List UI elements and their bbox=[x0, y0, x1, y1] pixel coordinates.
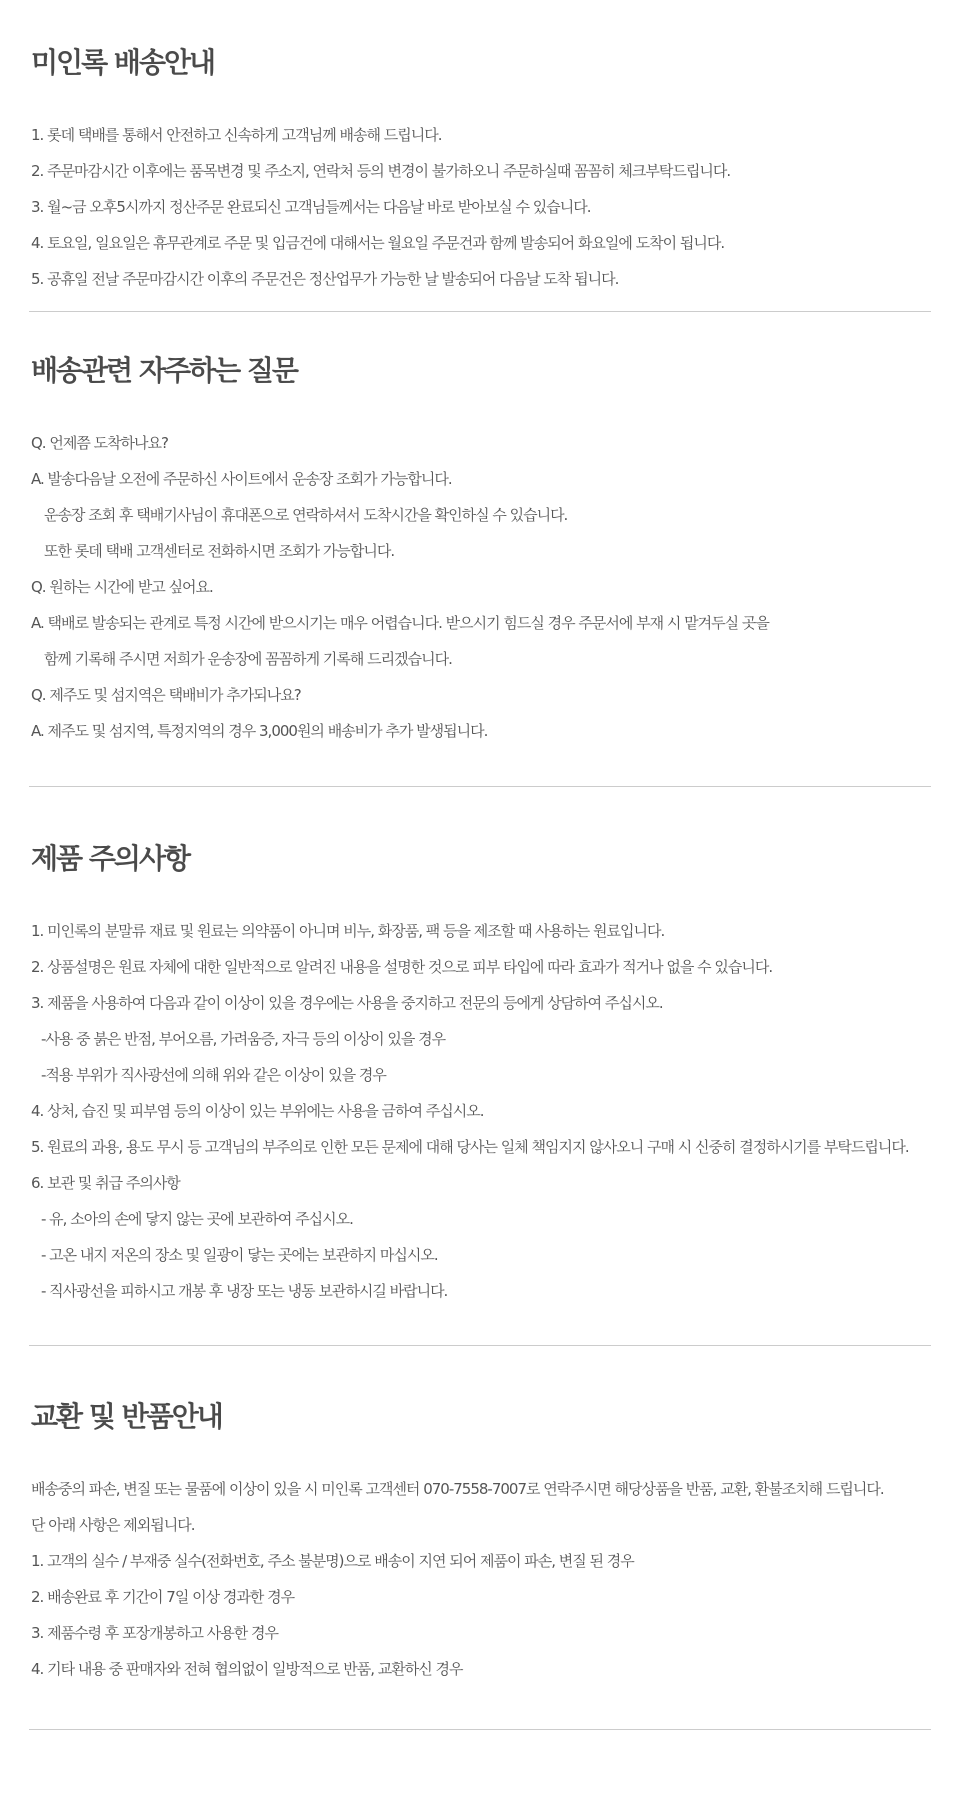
section-title: 배송관련 자주하는 질문 bbox=[31, 354, 297, 387]
list-item: 5. 공휴일 전날 주문마감시간 이후의 주문건은 정산업무가 가능한 날 발송되어 다음날 도착 됩니다. bbox=[31, 270, 619, 288]
sub-list-item: -사용 중 붉은 반점, 부어오름, 가려움증, 자극 등의 이상이 있을 경우 bbox=[41, 1030, 446, 1048]
section-divider bbox=[29, 786, 931, 787]
section-title: 제품 주의사항 bbox=[31, 842, 190, 875]
faq-question: Q. 원하는 시간에 받고 싶어요. bbox=[31, 578, 213, 596]
list-item: 1. 미인록의 분말류 재료 및 원료는 의약품이 아니며 비누, 화장품, 팩 등을 제조할 때 사용하는 원료입니다. bbox=[31, 922, 665, 940]
faq-question: Q. 언제쯤 도착하나요? bbox=[31, 434, 168, 452]
list-item: 4. 상처, 습진 및 피부염 등의 이상이 있는 부위에는 사용을 금하여 주십시오. bbox=[31, 1102, 484, 1120]
list-item: 6. 보관 및 취급 주의사항 bbox=[31, 1174, 180, 1192]
list-item: 2. 상품설명은 원료 자체에 대한 일반적으로 알려진 내용을 설명한 것으로 피부 타입에 따라 효과가 적거나 없을 수 있습니다. bbox=[31, 958, 773, 976]
faq-answer-continued: 함께 기록해 주시면 저희가 운송장에 꼼꼼하게 기록해 드리겠습니다. bbox=[44, 650, 452, 668]
list-item: 2. 주문마감시간 이후에는 품목변경 및 주소지, 연락처 등의 변경이 불가하오니 주문하실때 꼼꼼히 체크부탁드립니다. bbox=[31, 162, 731, 180]
faq-list bbox=[31, 425, 930, 749]
faq-question: Q. 제주도 및 섬지역은 택배비가 추가되나요? bbox=[31, 686, 301, 704]
caution-list bbox=[31, 913, 930, 1309]
section-divider bbox=[29, 1345, 931, 1346]
sub-list-item: - 고온 내지 저온의 장소 및 일광이 닿는 곳에는 보관하지 마십시오. bbox=[41, 1246, 438, 1264]
shipping-info-list bbox=[31, 117, 930, 297]
list-item: 3. 제품을 사용하여 다음과 같이 이상이 있을 경우에는 사용을 중지하고 전문의 등에게 상담하여 주십시오. bbox=[31, 994, 663, 1012]
faq-answer-continued: 또한 롯데 택배 고객센터로 전화하시면 조회가 가능합니다. bbox=[44, 542, 395, 560]
faq-answer: A. 발송다음날 오전에 주문하신 사이트에서 운송장 조회가 가능합니다. bbox=[31, 470, 452, 488]
shipping-faq-section bbox=[31, 349, 930, 749]
list-item: 단 아래 사항은 제외됩니다. bbox=[31, 1516, 195, 1534]
sub-list-item: - 직사광선을 피하시고 개봉 후 냉장 또는 냉동 보관하시길 바랍니다. bbox=[41, 1282, 448, 1300]
section-divider bbox=[29, 311, 931, 312]
list-item: 배송중의 파손, 변질 또는 물품에 이상이 있을 시 미인록 고객센터 070-7558-7007로 연락주시면 해당상품을 반품, 교환, 환불조치해 드립니다. bbox=[31, 1480, 884, 1498]
list-item: 2. 배송완료 후 기간이 7일 이상 경과한 경우 bbox=[31, 1588, 295, 1606]
faq-answer: A. 제주도 및 섬지역, 특정지역의 경우 3,000원의 배송비가 추가 발생됩니다. bbox=[31, 722, 488, 740]
list-item: 4. 토요일, 일요일은 휴무관계로 주문 및 입금건에 대해서는 월요일 주문건과 함께 발송되어 화요일에 도착이 됩니다. bbox=[31, 234, 725, 252]
section-divider bbox=[29, 1729, 931, 1730]
section-title: 교환 및 반품안내 bbox=[31, 1400, 222, 1433]
list-item: 5. 원료의 과용, 용도 무시 등 고객님의 부주의로 인한 모든 문제에 대해 당사는 일체 책임지지 않사오니 구매 시 신중히 결정하시기를 부탁드립니다. bbox=[31, 1138, 909, 1156]
list-item: 4. 기타 내용 중 판매자와 전혀 협의없이 일방적으로 반품, 교환하신 경우 bbox=[31, 1660, 463, 1678]
list-item: 1. 고객의 실수 / 부재중 실수(전화번호, 주소 불분명)으로 배송이 지연 되어 제품이 파손, 변질 된 경우 bbox=[31, 1552, 634, 1570]
faq-answer-continued: 운송장 조회 후 택배기사님이 휴대폰으로 연락하셔서 도착시간을 확인하실 수 있습니다. bbox=[44, 506, 568, 524]
sub-list-item: - 유, 소아의 손에 닿지 않는 곳에 보관하여 주십시오. bbox=[41, 1210, 353, 1228]
section-title: 미인록 배송안내 bbox=[31, 46, 215, 79]
product-caution-section bbox=[31, 837, 930, 1309]
list-item: 3. 제품수령 후 포장개봉하고 사용한 경우 bbox=[31, 1624, 278, 1642]
exchange-return-section bbox=[31, 1395, 930, 1687]
exchange-return-list bbox=[31, 1471, 930, 1687]
list-item: 3. 월~금 오후5시까지 정산주문 완료되신 고객님들께서는 다음날 바로 받아보실 수 있습니다. bbox=[31, 198, 591, 216]
list-item: 1. 롯데 택배를 통해서 안전하고 신속하게 고객님께 배송해 드립니다. bbox=[31, 126, 442, 144]
faq-answer: A. 택배로 발송되는 관계로 특정 시간에 받으시기는 매우 어렵습니다. 받으시기 힘드실 경우 주문서에 부재 시 맡겨두실 곳을 bbox=[31, 614, 769, 632]
sub-list-item: -적용 부위가 직사광선에 의해 위와 같은 이상이 있을 경우 bbox=[41, 1066, 386, 1084]
shipping-info-section bbox=[31, 41, 930, 297]
